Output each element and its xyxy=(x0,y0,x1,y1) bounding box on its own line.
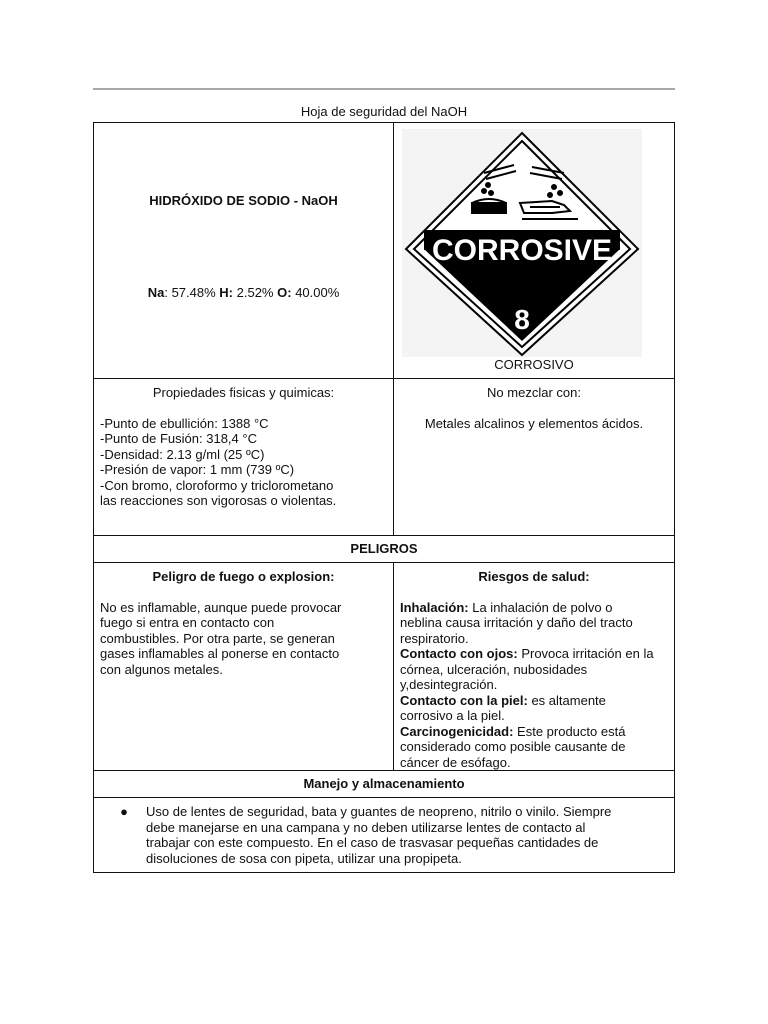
health-entry-label: Inhalación: xyxy=(400,599,469,615)
property-line: -Con bromo, cloroformo y triclorometano xyxy=(100,477,334,493)
na-percent: 57.48% xyxy=(171,285,216,300)
health-entry-line: respiratorio. xyxy=(400,630,469,646)
properties-cell xyxy=(94,379,394,536)
health-entry-line: cáncer de esófago. xyxy=(400,754,511,770)
handling-line: Uso de lentes de seguridad, bata y guantes de neopreno, nitrilo o vinilo. Siempre xyxy=(146,804,612,819)
handling-line: trabajar con este compuesto. En el caso de trasvasar pequeñas cantidades de xyxy=(146,835,599,850)
h-percent: 2.52% xyxy=(236,285,274,300)
health-entry-line: corrosivo a la piel. xyxy=(400,708,505,723)
incompatibility-heading: No mezclar con: xyxy=(487,385,581,400)
health-entry-line: La inhalación de polvo o xyxy=(468,599,613,615)
property-line: -Presión de vapor: 1 mm (739 ºC) xyxy=(100,462,295,477)
fire-hazard-cell xyxy=(94,563,394,771)
incompatibility-text: Metales alcalinos y elementos ácidos. xyxy=(424,415,644,431)
hazard-sign-cell xyxy=(394,123,675,379)
health-risk-heading: Riesgos de salud: xyxy=(478,569,590,584)
health-entry-line: córnea, ulceración, nubosidades xyxy=(400,661,588,677)
health-entry-eyes xyxy=(400,646,668,693)
incompatibility-cell xyxy=(394,379,675,536)
property-line: -Densidad: 2.13 g/ml (25 ºC) xyxy=(100,446,265,462)
health-entry-carcinogenicity xyxy=(400,724,668,771)
h-symbol: H: xyxy=(219,285,233,300)
health-entry-line: neblina causa irritación y daño del tracto xyxy=(400,615,633,630)
fire-hazard-line: combustibles. Por otra parte, se generan xyxy=(100,630,335,646)
bullet-icon: ● xyxy=(120,804,128,819)
health-entry-skin xyxy=(400,693,668,724)
sign-word: CORROSIVE xyxy=(431,234,613,267)
corrosive-hazard-icon xyxy=(402,129,642,357)
fire-hazard-line: con algunos metales. xyxy=(100,661,223,677)
property-line: las reacciones son vigorosas o violentas. xyxy=(100,493,337,508)
document-title: Hoja de seguridad del NaOH xyxy=(300,104,468,119)
health-entry-line: Este producto está xyxy=(513,723,626,739)
compound-name: HIDRÓXIDO DE SODIO - NaOH xyxy=(149,193,338,208)
handling-line: disoluciones de sosa con pipeta, utilizar una propipeta. xyxy=(146,850,462,866)
health-entry-inhalation xyxy=(400,600,668,647)
health-entry-label: Carcinogenicidad: xyxy=(400,723,514,739)
sign-class-number: 8 xyxy=(514,304,530,335)
health-entry-label: Contacto con ojos: xyxy=(400,646,518,661)
fire-hazard-line: No es inflamable, aunque puede provocar xyxy=(100,599,342,615)
properties-heading: Propiedades fisicas y quimicas: xyxy=(152,385,335,400)
hazards-heading: PELIGROS xyxy=(94,536,675,563)
na-symbol: Na xyxy=(147,285,165,300)
health-entry-line: considerado como posible causante de xyxy=(400,739,626,754)
safety-sheet-table xyxy=(93,122,675,873)
o-symbol: O: xyxy=(277,285,292,300)
health-entry-line: es altamente xyxy=(527,692,606,708)
fire-hazard-line: gases inflamables al ponerse en contacto xyxy=(100,646,340,661)
handling-heading: Manejo y almacenamiento xyxy=(94,771,675,798)
elemental-composition: Na: 57.48% H: 2.52% O: 40.00% xyxy=(147,285,340,300)
property-line: -Punto de ebullición: 1388 °C xyxy=(100,415,269,431)
health-entry-label: Contacto con la piel: xyxy=(400,692,528,708)
handling-line: debe manejarse en una campana y no deben utilizarse lentes de contacto al xyxy=(146,819,586,835)
property-line: -Punto de Fusión: 318,4 °C xyxy=(100,431,257,446)
handling-cell xyxy=(94,798,675,873)
health-risk-cell xyxy=(394,563,675,771)
identity-cell xyxy=(94,123,394,379)
health-entry-line: y,desintegración. xyxy=(400,677,498,692)
health-entry-line: Provoca irritación en la xyxy=(517,646,654,661)
fire-hazard-line: fuego si entra en contacto con xyxy=(100,615,275,630)
fire-hazard-heading: Peligro de fuego o explosion: xyxy=(152,569,335,584)
sign-caption: CORROSIVO xyxy=(494,357,574,372)
top-divider xyxy=(93,88,675,90)
handling-bullet-item xyxy=(102,804,666,866)
o-percent: 40.00% xyxy=(295,285,340,300)
